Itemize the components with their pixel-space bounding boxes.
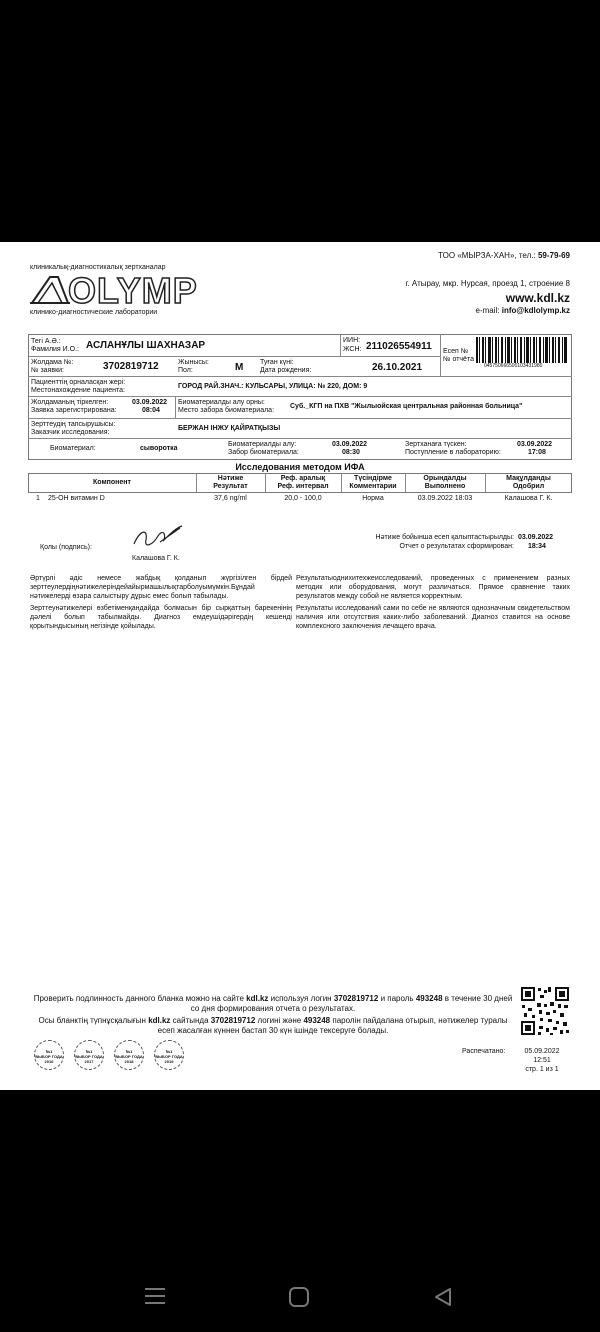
signature-name: Калашова Г. К. (132, 555, 180, 562)
verify-login: 3702819712 (333, 994, 379, 1003)
received-date: 03.09.2022 (517, 441, 553, 448)
received-label-ru: Поступление в лабораторию: (405, 449, 501, 456)
patient-iin: 211026554911 (366, 341, 432, 352)
patient-dob: 26.10.2021 (372, 362, 423, 373)
received-time: 17:08 (528, 449, 546, 456)
logo-bottom-text: клинико-диагностические лаборатории (30, 309, 158, 316)
verify-ru: Проверить подлинность данного бланка можно на сайте kdl.kz используя логин 3702819712 и пароль 493248 в течение 30 дней со дня формирования отчета о результатах. (33, 994, 513, 1013)
barcode-number: 045750666500103431980 (484, 363, 543, 369)
row-result: 37,6 ng/ml (214, 495, 247, 502)
table-row (28, 494, 572, 504)
award-badge-2019: №1 ВЫБОР ГОДА 2019 (154, 1040, 184, 1070)
qr-code-icon (520, 986, 570, 1036)
formed-label-ru: Отчет о результатах сформирован: (399, 543, 514, 550)
row-component: 25-ОН витамин D (48, 495, 105, 502)
header-component: Компонент (93, 479, 131, 486)
registered-label-ru: Заявка зарегистрирована: (31, 407, 117, 414)
header-approved-ru: Одобрил (512, 483, 545, 490)
award-badge-2016: №1 ВЫБОР ГОДА 2016 (34, 1040, 64, 1070)
logo-mark-icon (28, 273, 72, 307)
iin-label-kz: ИИН: (343, 337, 361, 344)
verify-kz: Осы бланктің түпнұсқалығын kdl.kz сайтында 3702819712 логині және 493248 паролін пайдалана отырып, нәтижелер туралы есеп жасалған күннен бастап 30 күн ішінде тексеруге болады. (38, 1016, 508, 1035)
company-phone-line (438, 251, 570, 260)
lab-report-document (0, 242, 600, 1090)
order-label-ru: № заявки: (31, 367, 64, 374)
printed-label: Распечатано: (462, 1048, 506, 1055)
header-result-kz: Нәтиже (217, 475, 244, 482)
page-number: стр. 1 из 1 (525, 1066, 559, 1073)
collect-time: 08:30 (342, 449, 360, 456)
location-label-ru: Местонахождение пациента: (31, 387, 125, 394)
collect-label-kz: Биоматериалды алу: (228, 441, 297, 448)
patient-name: АСЛАНҰЛЫ ШАХНАЗАР (86, 340, 206, 351)
collect-date: 03.09.2022 (332, 441, 368, 448)
formed-label-kz: Нәтиже бойынша есеп қалыптастырылды: (375, 534, 514, 541)
name-label-ru: Фамилия И.О.: (31, 346, 79, 353)
logo-word: OLYMP (68, 270, 198, 311)
order-label-kz: Жолдама №: (31, 359, 74, 366)
biomaterial-label: Биоматериал: (50, 445, 96, 452)
biomaterial-value: сыворотка (140, 445, 178, 452)
header-ref-kz: Реф. аралық (280, 475, 326, 482)
received-label-kz: Зертханаға түскен: (405, 441, 467, 448)
header-ref-ru: Реф. интервал (277, 483, 329, 490)
report-no-label-kz: Есеп № (443, 348, 469, 355)
customer-name: БЕРЖАН ІНЖУ ҚАЙРАТҚЫЗЫ (178, 425, 281, 432)
patient-location: ГОРОД РАЙ.ЗНАЧ.: КУЛЬСАРЫ, УЛИЦА: № 220, ДОМ: 9 (178, 383, 368, 390)
dob-label-ru: Дата рождения: (260, 367, 312, 374)
award-badge-2018: №1 ВЫБОР ГОДА 2018 (114, 1040, 144, 1070)
signature-icon (130, 522, 186, 552)
dob-label-kz: Туған күні: (260, 359, 294, 366)
printed-date: 05.09.2022 (524, 1048, 560, 1055)
iin-label-ru: ЖСН: (343, 346, 362, 353)
header-comment-kz: Түсіндірме (354, 475, 392, 482)
registered-time: 08:04 (142, 407, 160, 414)
verify-password: 493248 (415, 994, 443, 1003)
row-ref-interval: 20,0 - 100,0 (284, 495, 322, 502)
printed-time: 12:51 (533, 1057, 551, 1064)
header-result-ru: Результат (213, 483, 248, 490)
collect-label-ru: Забор биоматериала: (228, 449, 299, 456)
customer-label-kz: Зерттеудің тапсырушысы: (31, 421, 116, 428)
disclaimer-ru-2: Результаты исследований сами по себе не являются однозначным свидетельством наличия или отсутствия каких-либо заболеваний. Диагноз ставится на основе комплексного заключения лечащего врача. (296, 605, 570, 630)
company-email[interactable]: info@kdlolymp.kz (501, 306, 570, 315)
company-name: ТОО «МЫРЗА-ХАН», тел.: (438, 251, 536, 260)
sex-label-kz: Жынысы: (178, 359, 209, 366)
header-done-ru: Выполнено (424, 483, 466, 490)
company-address: г. Атырау, мкр. Нурсая, проезд 1, строение 8 (405, 279, 570, 288)
formed-time: 18:34 (528, 543, 546, 550)
name-label-kz: Тегі А.Ә.: (31, 338, 61, 345)
disclaimer-ru-1: Результатыоднихитехжеисследований, проведенных с применением разных методик или оборудования, могут различаться. Прямое сравнение таких результатов между собой не является корректным. (296, 575, 570, 600)
sample-place-label-ru: Место забора биоматериала: (178, 407, 275, 414)
registered-date: 03.09.2022 (132, 399, 168, 406)
row-comment: Норма (362, 495, 384, 502)
customer-label-ru: Заказчик исследования: (31, 429, 110, 436)
row-done: 03.09.2022 18:03 (417, 495, 473, 502)
order-number: 3702819712 (103, 361, 159, 372)
disclaimer-kz-1: Әртүрлі әдіс немесе жабдық қолданып жүргізілген бірдей зерттеулердіңнәтижелеріндейайырмашылықтарболуымүмкін.Бұндай нәтижелерді өзара салыстыру дұрыс емес болып табылады. (30, 575, 292, 600)
disclaimer-kz-2: Зерттеунәтижелері өзбетіменқандайда болмасын бір сырқаттың барекенінің дәлелі болып табылмайды. Диагноз емдеушідәрігердің кешенді қорытындысының негізінде қойылады. (30, 605, 292, 630)
formed-date: 03.09.2022 (518, 534, 554, 541)
location-label-kz: Пациенттің орналасқан жері: (31, 379, 126, 386)
back-icon[interactable] (432, 1286, 454, 1308)
sex-label-ru: Пол: (178, 367, 193, 374)
recent-apps-icon[interactable] (144, 1286, 166, 1306)
logo-top-text: клиникалық-диагностикалық зертханалар (30, 264, 166, 271)
barcode-icon (476, 337, 568, 363)
company-phone: 59-79-69 (537, 251, 570, 260)
sample-place-label-kz: Биоматериалды алу орны: (178, 399, 265, 406)
report-no-label-ru: № отчёта (443, 356, 474, 363)
home-icon[interactable] (288, 1286, 310, 1308)
row-number: 1 (36, 495, 40, 502)
signature-label: Қолы (подпись): (40, 544, 92, 551)
system-navigation-bar (0, 1090, 600, 1332)
company-website[interactable]: www.kdl.kz (505, 291, 570, 305)
verify-site[interactable]: kdl.kz (246, 994, 269, 1003)
row-approved: Калашова Г. К. (504, 495, 553, 502)
award-badge-2017: №1 ВЫБОР ГОДА 2017 (74, 1040, 104, 1070)
sample-place: Суб._КГП на ПХВ "Жылыойская центральная районная больница" (290, 403, 523, 410)
header-comment-ru: Комментарии (349, 483, 397, 490)
registered-label-kz: Жолдаманың тіркелген: (31, 399, 109, 406)
header-approved-kz: Мақұлданды (506, 475, 551, 482)
email-label: e-mail: (475, 306, 500, 315)
table-title: Исследования методом ИФА (235, 462, 365, 472)
header-done-kz: Орындалды (423, 475, 467, 482)
patient-sex: М (235, 362, 244, 373)
